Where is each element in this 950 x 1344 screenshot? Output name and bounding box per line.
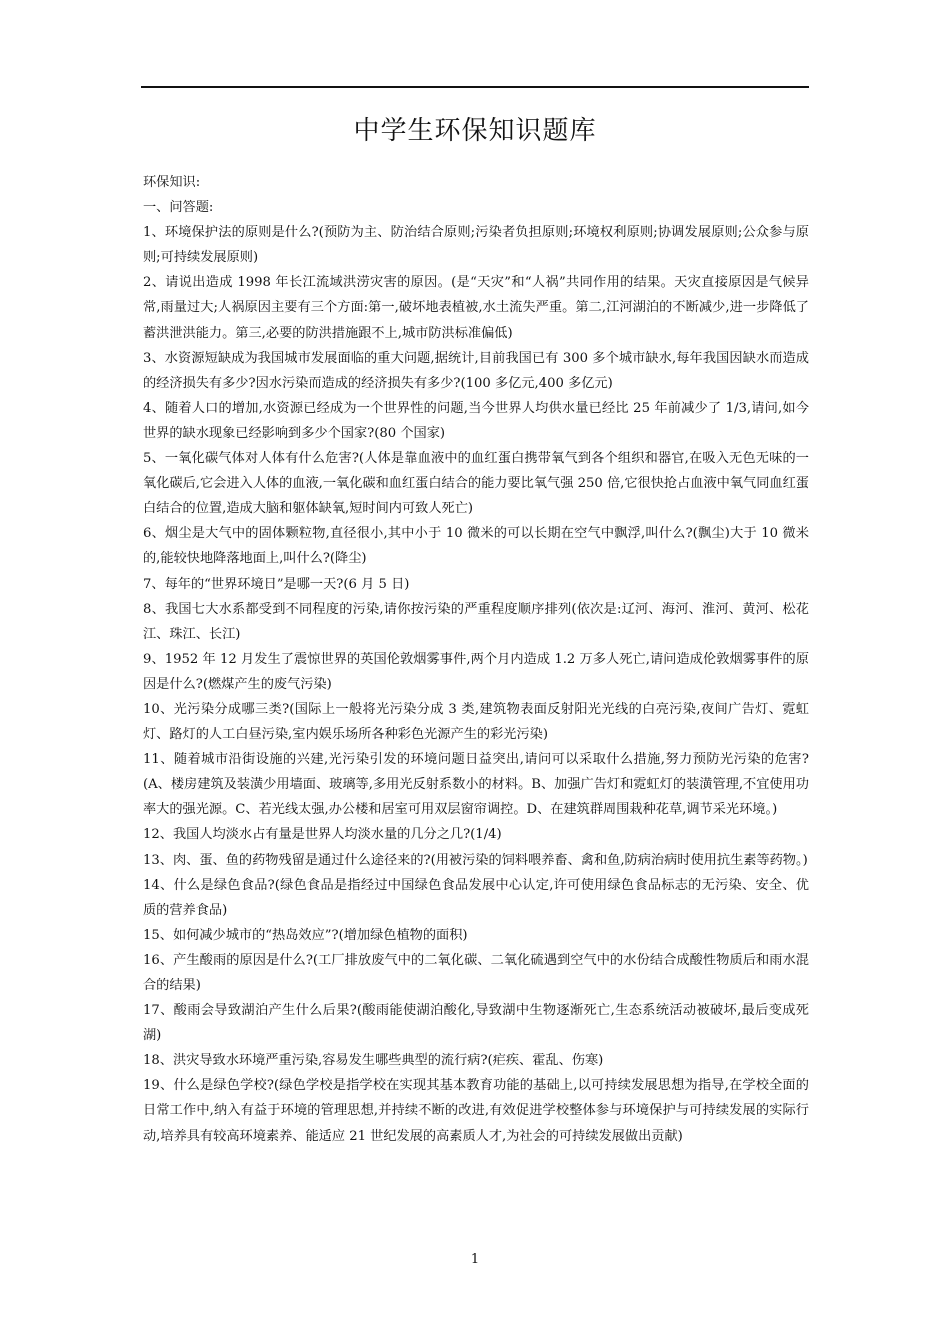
question-item: 16、产生酸雨的原因是什么?(工厂排放废气中的二氧化碳、二氧化硫遇到空气中的水份结合成酸性物质后和雨水混合的结果): [143, 952, 809, 993]
question-item: 14、什么是绿色食品?(绿色食品是指经过中国绿色食品发展中心认定,许可使用绿色食品标志的无污染、安全、优质的营养食品): [143, 877, 809, 918]
question-item: 19、什么是绿色学校?(绿色学校是指学校在实现其基本教育功能的基础上,以可持续发展思想为指导,在学校全面的日常工作中,纳入有益于环境的管理思想,并持续不断的改进,有效促进学校整体参与环境保护与可持续发展的实际行动,培养具有较高环境素养、能适应 21 世纪发展的高素质人才,为社会的可持续发展做出贡献): [143, 1078, 809, 1144]
question-item: 15、如何减少城市的“热岛效应”?(增加绿色植物的面积): [143, 927, 468, 943]
question-item: 18、洪灾导致水环境严重污染,容易发生哪些典型的流行病?(疟疾、霍乱、伤寒): [143, 1053, 604, 1069]
question-item: 1、环境保护法的原则是什么?(预防为主、防治结合原则;污染者负担原则;环境权利原则;协调发展原则;公众参与原则;可持续发展原则): [143, 225, 809, 266]
question-item: 2、请说出造成 1998 年长江流域洪涝灾害的原因。(是“天灾”和“人祸”共同作用的结果。天灾直接原因是气候异常,雨量过大;人祸原因主要有三个方面:第一,破坏地表植被,水土流失严重。第二,江河湖泊的不断减少,进一步降低了蓄洪泄洪能力。第三,必要的防洪措施跟不上,城市防洪标准偏低): [143, 275, 809, 341]
question-item: 5、一氧化碳气体对人体有什么危害?(人体是靠血液中的血红蛋白携带氧气到各个组织和器官,在吸入无色无味的一氧化碳后,它会进入人体的血液,一氧化碳和血红蛋白结合的能力要比氧气强 250 倍,它很快抢占血液中氧气同血红蛋白结合的位置,造成大脑和躯体缺氧,短时间内可致人死亡): [143, 451, 809, 517]
question-item: 9、1952 年 12 月发生了震惊世界的英国伦敦烟雾事件,两个月内造成 1.2 万多人死亡,请问造成伦敦烟雾事件的原因是什么?(燃煤产生的废气污染): [143, 651, 809, 692]
question-item: 6、烟尘是大气中的固体颗粒物,直径很小,其中小于 10 微米的可以长期在空气中飘浮,叫什么?(飘尘)大于 10 微米的,能较快地降落地面上,叫什么?(降尘): [143, 526, 809, 567]
question-item: 12、我国人均淡水占有量是世界人均淡水量的几分之几?(1/4): [143, 827, 502, 843]
question-item: 4、随着人口的增加,水资源已经成为一个世界性的问题,当今世界人均供水量已经比 25 年前减少了 1/3,请问,如今世界的缺水现象已经影响到多少个国家?(80 个国家): [143, 400, 809, 441]
document-title: 中学生环保知识题库: [353, 116, 597, 146]
question-item: 13、肉、蛋、鱼的药物残留是通过什么途径来的?(用被污染的饲料喂养畜、禽和鱼,防病治病时使用抗生素等药物。): [143, 852, 808, 868]
question-item: 11、随着城市沿街设施的兴建,光污染引发的环境问题日益突出,请问可以采取什么措施,努力预防光污染的危害?(A、楼房建筑及装潢少用墙面、玻璃等,多用光反射系数小的材料。B、加强广告灯和霓虹灯的装潢管理,不宜使用功率大的强光源。C、若光线太强,办公楼和居室可用双层窗帘调控。D、在建筑群周围栽种花草,调节采光环境。): [143, 752, 809, 818]
question-item: 8、我国七大水系都受到不同程度的污染,请你按污染的严重程度顺序排列(依次是:辽河、海河、淮河、黄河、松花江、珠江、长江): [143, 601, 809, 642]
page-number: 1: [470, 1252, 480, 1267]
header-rule: [141, 86, 809, 88]
question-item: 7、每年的“世界环境日”是哪一天?(6 月 5 日): [143, 576, 410, 592]
section-label: 环保知识:: [143, 175, 201, 190]
subsection-label: 一、问答题:: [143, 200, 214, 216]
document-body: [143, 170, 809, 1149]
question-item: 17、酸雨会导致湖泊产生什么后果?(酸雨能使湖泊酸化,导致湖中生物逐渐死亡,生态系统活动被破坏,最后变成死湖): [143, 1003, 809, 1044]
question-item: 3、水资源短缺成为我国城市发展面临的重大问题,据统计,目前我国已有 300 多个城市缺水,每年我国因缺水而造成的经济损失有多少?因水污染而造成的经济损失有多少?(100 多亿元,400 多亿元): [143, 350, 809, 391]
question-item: 10、光污染分成哪三类?(国际上一般将光污染分成 3 类,建筑物表面反射阳光光线的白亮污染,夜间广告灯、霓虹灯、路灯的人工白昼污染,室内娱乐场所各种彩色光源产生的彩光污染): [143, 701, 809, 743]
